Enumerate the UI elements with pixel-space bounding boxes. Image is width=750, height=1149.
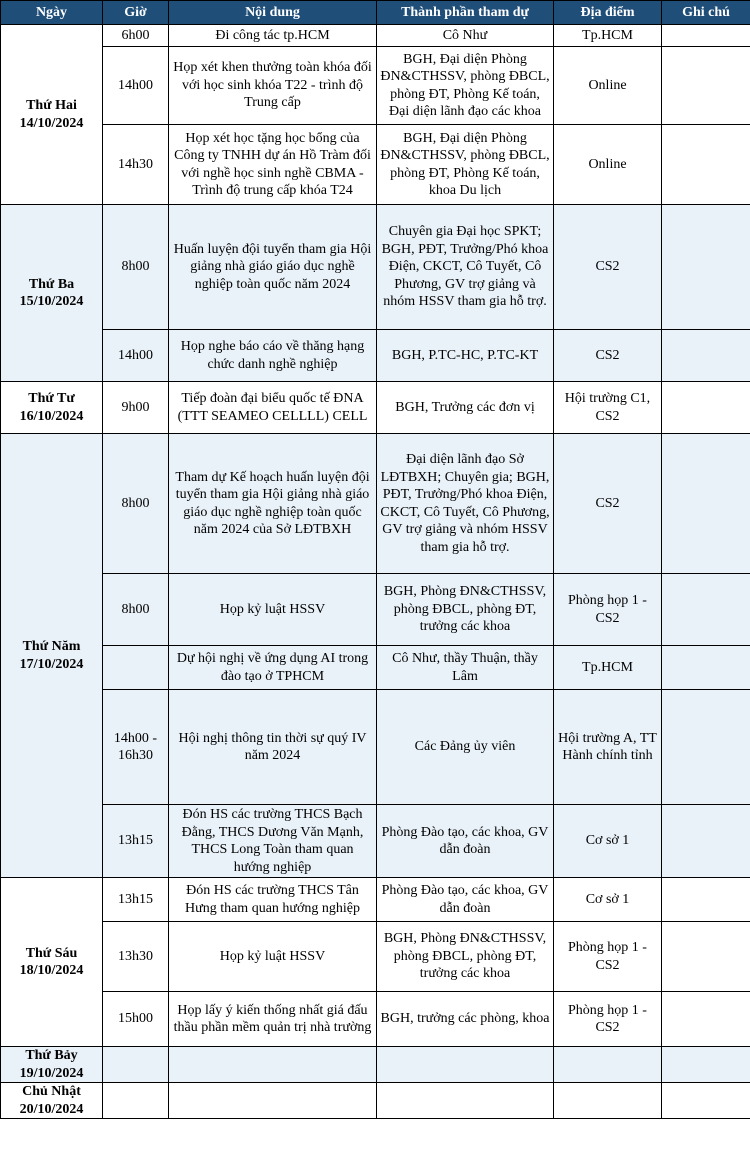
location-cell xyxy=(554,1083,662,1119)
day-date: 18/10/2024 xyxy=(19,963,84,978)
day-cell xyxy=(1,878,103,1047)
content-cell: Huấn luyện đội tuyển tham gia Hội giảng nhà giáo giáo dục nghề nghiệp toàn quốc năm 2024 xyxy=(169,205,377,330)
participants-cell: BGH, P.TC-HC, P.TC-KT xyxy=(377,330,554,382)
note-cell xyxy=(662,205,750,330)
day-name: Thứ Năm xyxy=(22,639,81,654)
day-date: 20/10/2024 xyxy=(19,1101,84,1117)
note-cell xyxy=(662,382,750,434)
participants-cell: Phòng Đào tạo, các khoa, GV dẫn đoàn xyxy=(377,805,554,878)
header-ghi-chu: Ghi chú xyxy=(662,1,750,25)
note-cell xyxy=(662,1047,750,1083)
header-thanh-phan: Thành phần tham dự xyxy=(377,1,554,25)
time-cell xyxy=(103,1047,169,1083)
time-cell: 13h30 xyxy=(103,922,169,992)
content-cell: Đi công tác tp.HCM xyxy=(169,25,377,47)
day-cell xyxy=(1,382,103,434)
participants-cell: BGH, Phòng ĐN&CTHSSV, phòng ĐBCL, phòng ĐT, trưởng các khoa xyxy=(377,922,554,992)
location-cell: Tp.HCM xyxy=(554,25,662,47)
participants-cell: BGH, Phòng ĐN&CTHSSV, phòng ĐBCL, phòng ĐT, trưởng các khoa xyxy=(377,574,554,646)
schedule-row xyxy=(1,330,750,382)
day-cell xyxy=(1,1047,103,1083)
content-cell: Họp kỷ luật HSSV xyxy=(169,574,377,646)
note-cell xyxy=(662,25,750,47)
content-cell: Họp nghe báo cáo về thăng hạng chức danh nghề nghiệp xyxy=(169,330,377,382)
header-ngay: Ngày xyxy=(1,1,103,25)
participants-cell: Phòng Đào tạo, các khoa, GV dẫn đoàn xyxy=(377,878,554,922)
content-cell: Dự hội nghị về ứng dụng AI trong đào tạo ở TPHCM xyxy=(169,646,377,690)
schedule-row xyxy=(1,434,750,574)
participants-cell: BGH, trưởng các phòng, khoa xyxy=(377,992,554,1047)
content-cell: Tham dự Kế hoạch huấn luyện đội tuyển tham gia Hội giảng nhà giáo giáo dục nghề nghiệp toàn quốc năm 2024 của Sở LĐTBXH xyxy=(169,434,377,574)
note-cell xyxy=(662,922,750,992)
content-cell: Đón HS các trường THCS Tân Hưng tham quan hướng nghiệp xyxy=(169,878,377,922)
day-name: Thứ Hai xyxy=(26,98,77,113)
content-cell: Hội nghị thông tin thời sự quý IV năm 2024 xyxy=(169,690,377,805)
participants-cell xyxy=(377,1047,554,1083)
header-noi-dung: Nội dung xyxy=(169,1,377,25)
content-cell: Họp xét khen thưởng toàn khóa đối với học sinh khóa T22 - trình độ Trung cấp xyxy=(169,47,377,125)
participants-cell: Chuyên gia Đại học SPKT; BGH, PĐT, Trưởng/Phó khoa Điện, CKCT, Cô Tuyết, Cô Phương, GV trợ giảng và nhóm HSSV tham gia hỗ trợ. xyxy=(377,205,554,330)
schedule-row xyxy=(1,25,750,47)
schedule-row xyxy=(1,47,750,125)
time-cell: 14h00 xyxy=(103,330,169,382)
time-cell: 8h00 xyxy=(103,205,169,330)
participants-cell: Đại diện lãnh đạo Sở LĐTBXH; Chuyên gia; BGH, PĐT, Trưởng/Phó khoa Điện, CKCT, Cô Tuyết, Cô Phương, GV trợ giảng và nhóm HSSV tham gia hỗ trợ. xyxy=(377,434,554,574)
day-cell xyxy=(1,434,103,878)
time-cell: 8h00 xyxy=(103,574,169,646)
participants-cell: BGH, Trưởng các đơn vị xyxy=(377,382,554,434)
location-cell: Hội trường A, TT Hành chính tỉnh xyxy=(554,690,662,805)
day-name: Chủ Nhật xyxy=(22,1084,81,1099)
day-name: Thứ Ba xyxy=(28,276,75,292)
day-date: 17/10/2024 xyxy=(19,656,84,672)
schedule-row xyxy=(1,205,750,330)
participants-cell: BGH, Đại diện Phòng ĐN&CTHSSV, phòng ĐBCL, phòng ĐT, Phòng Kế toán, Đại diện lãnh đạo các khoa xyxy=(377,47,554,125)
day-date: 19/10/2024 xyxy=(19,1065,84,1081)
schedule-row xyxy=(1,922,750,992)
time-cell: 9h00 xyxy=(103,382,169,434)
location-cell: Hội trường C1, CS2 xyxy=(554,382,662,434)
day-date: 14/10/2024 xyxy=(19,115,84,131)
participants-cell: Cô Như, thầy Thuận, thầy Lâm xyxy=(377,646,554,690)
header-gio: Giờ xyxy=(103,1,169,25)
day-date: 15/10/2024 xyxy=(19,294,84,309)
note-cell xyxy=(662,805,750,878)
time-cell: 14h00 xyxy=(103,47,169,125)
schedule-row xyxy=(1,382,750,434)
day-date: 16/10/2024 xyxy=(19,408,84,424)
schedule-row xyxy=(1,1083,750,1119)
location-cell: Online xyxy=(554,125,662,205)
note-cell xyxy=(662,1083,750,1119)
location-cell: Phòng họp 1 - CS2 xyxy=(554,922,662,992)
time-cell: 8h00 xyxy=(103,434,169,574)
schedule-row xyxy=(1,878,750,922)
location-cell: Phòng họp 1 - CS2 xyxy=(554,574,662,646)
location-cell: Tp.HCM xyxy=(554,646,662,690)
time-cell xyxy=(103,1083,169,1119)
schedule-row xyxy=(1,992,750,1047)
note-cell xyxy=(662,690,750,805)
day-name: Thứ Sáu xyxy=(25,945,78,961)
location-cell: Phòng họp 1 - CS2 xyxy=(554,992,662,1047)
note-cell xyxy=(662,878,750,922)
day-name: Thứ Bảy xyxy=(25,1048,78,1063)
time-cell: 14h00 - 16h30 xyxy=(103,690,169,805)
location-cell: CS2 xyxy=(554,330,662,382)
schedule-row xyxy=(1,646,750,690)
location-cell: CS2 xyxy=(554,434,662,574)
content-cell xyxy=(169,1047,377,1083)
time-cell xyxy=(103,646,169,690)
participants-cell: BGH, Đại diện Phòng ĐN&CTHSSV, phòng ĐBCL, phòng ĐT, Phòng Kế toán, khoa Du lịch xyxy=(377,125,554,205)
schedule-row xyxy=(1,690,750,805)
day-cell xyxy=(1,205,103,382)
note-cell xyxy=(662,47,750,125)
time-cell: 14h30 xyxy=(103,125,169,205)
content-cell: Đón HS các trường THCS Bạch Đằng, THCS Dương Văn Mạnh, THCS Long Toàn tham quan hướng nghiệp xyxy=(169,805,377,878)
schedule-row xyxy=(1,125,750,205)
schedule-row xyxy=(1,574,750,646)
note-cell xyxy=(662,992,750,1047)
table-header xyxy=(1,1,750,25)
day-cell xyxy=(1,25,103,205)
schedule-row xyxy=(1,805,750,878)
time-cell: 13h15 xyxy=(103,878,169,922)
day-cell xyxy=(1,1083,103,1119)
time-cell: 13h15 xyxy=(103,805,169,878)
location-cell: Cơ sở 1 xyxy=(554,878,662,922)
note-cell xyxy=(662,125,750,205)
participants-cell: Cô Như xyxy=(377,25,554,47)
day-name: Thứ Tư xyxy=(28,391,75,406)
header-dia-diem: Địa điểm xyxy=(554,1,662,25)
participants-cell xyxy=(377,1083,554,1119)
location-cell xyxy=(554,1047,662,1083)
content-cell: Họp lấy ý kiến thống nhất giá đấu thầu phần mềm quản trị nhà trường xyxy=(169,992,377,1047)
content-cell xyxy=(169,1083,377,1119)
location-cell: Online xyxy=(554,47,662,125)
location-cell: Cơ sở 1 xyxy=(554,805,662,878)
location-cell: CS2 xyxy=(554,205,662,330)
time-cell: 15h00 xyxy=(103,992,169,1047)
note-cell xyxy=(662,646,750,690)
content-cell: Họp kỷ luật HSSV xyxy=(169,922,377,992)
note-cell xyxy=(662,574,750,646)
content-cell: Họp xét học tặng học bổng của Công ty TNHH dự án Hồ Tràm đối với nghề học sinh nghề CBMA - Trình độ trung cấp khóa T24 xyxy=(169,125,377,205)
note-cell xyxy=(662,434,750,574)
participants-cell: Các Đảng ủy viên xyxy=(377,690,554,805)
content-cell: Tiếp đoàn đại biểu quốc tế ĐNA (TTT SEAMEO CELLLL) CELL xyxy=(169,382,377,434)
note-cell xyxy=(662,330,750,382)
time-cell: 6h00 xyxy=(103,25,169,47)
schedule-row xyxy=(1,1047,750,1083)
table-body xyxy=(1,25,750,1119)
